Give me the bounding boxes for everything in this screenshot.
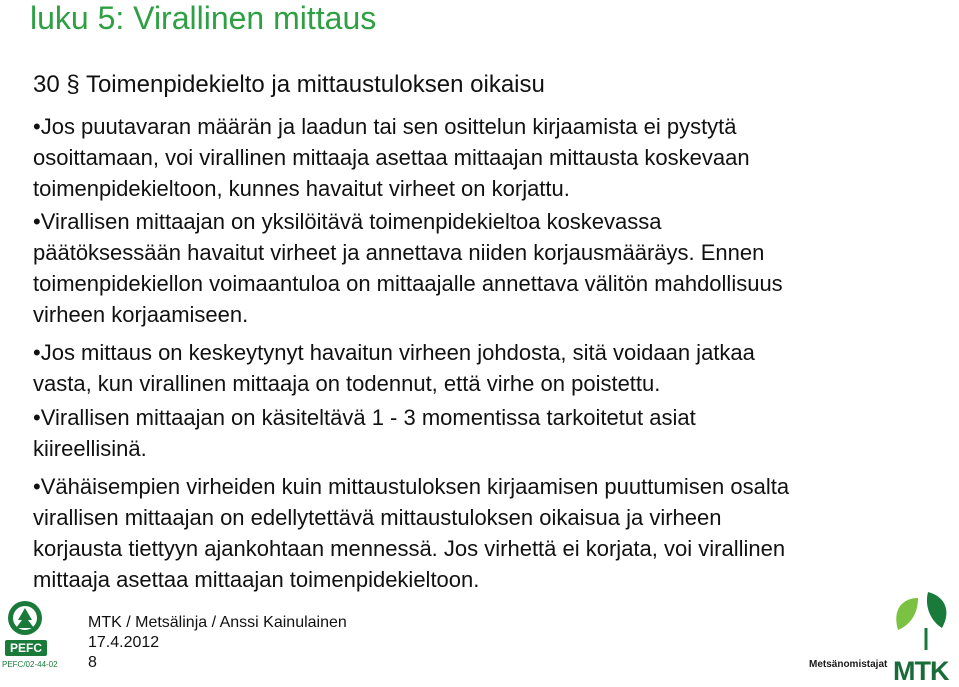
pefc-logo-text: PEFC bbox=[9, 641, 43, 655]
footer-date: 17.4.2012 bbox=[88, 634, 160, 651]
text-line: vasta, kun virallinen mittaaja on todennut, että virhe on poistettu. bbox=[33, 371, 661, 396]
text-line: •Jos puutavaran määrän ja laadun tai sen osittelun kirjaamista ei pystytä bbox=[33, 114, 737, 139]
mtk-logo-text: MTK bbox=[893, 656, 949, 686]
text-line: •Vähäisempien virheiden kuin mittaustuloksen kirjaamisen puuttumisen osalta bbox=[33, 474, 790, 499]
text-line: •Virallisen mittaajan on yksilöitävä toimenpidekieltoa koskevassa bbox=[33, 209, 662, 234]
bullet-paragraph bbox=[33, 111, 933, 204]
page-number: 8 bbox=[88, 654, 97, 671]
bullet-paragraph bbox=[33, 337, 933, 399]
text-line: virallisen mittaajan on edellytettävä mittaustuloksen oikaisua ja virheen bbox=[33, 505, 722, 530]
text-line: päätöksessään havaitut virheet ja annettava niiden korjausmääräys. Ennen bbox=[33, 240, 765, 265]
footer-author: MTK / Metsälinja / Anssi Kainulainen bbox=[88, 614, 347, 631]
metsanomistajat-logo-text: Metsänomistajat bbox=[809, 659, 888, 670]
text-line: virheen korjaamiseen. bbox=[33, 302, 249, 327]
text-line: •Virallisen mittaajan on käsiteltävä 1 - 3 momentissa tarkoitetut asiat bbox=[33, 405, 696, 430]
bullet-paragraph bbox=[33, 471, 933, 595]
pefc-code: PEFC/02-44-02 bbox=[2, 660, 58, 669]
text-line: toimenpidekiellon voimaantuloa on mittaajalle annettava välitön mahdollisuus bbox=[33, 271, 783, 296]
section-heading: 30 § Toimenpidekielto ja mittaustuloksen oikaisu bbox=[33, 71, 545, 98]
text-line: kiireellisinä. bbox=[33, 436, 147, 461]
slide-title: luku 5: Virallinen mittaus bbox=[30, 0, 377, 36]
text-line: toimenpidekieltoon, kunnes havaitut virheet on korjattu. bbox=[33, 176, 570, 201]
text-line: •Jos mittaus on keskeytynyt havaitun virheen johdosta, sitä voidaan jatkaa bbox=[33, 340, 755, 365]
text-line: korjausta tiettyyn ajankohtaan mennessä. Jos virhettä ei korjata, voi virallinen bbox=[33, 536, 786, 561]
text-line: osoittamaan, voi virallinen mittaaja asettaa mittaajan mittausta koskevaan bbox=[33, 145, 750, 170]
bullet-paragraph bbox=[33, 206, 933, 330]
bullet-paragraph bbox=[33, 402, 933, 464]
text-line: mittaaja asettaa mittaajan toimenpidekieltoon. bbox=[33, 567, 480, 592]
